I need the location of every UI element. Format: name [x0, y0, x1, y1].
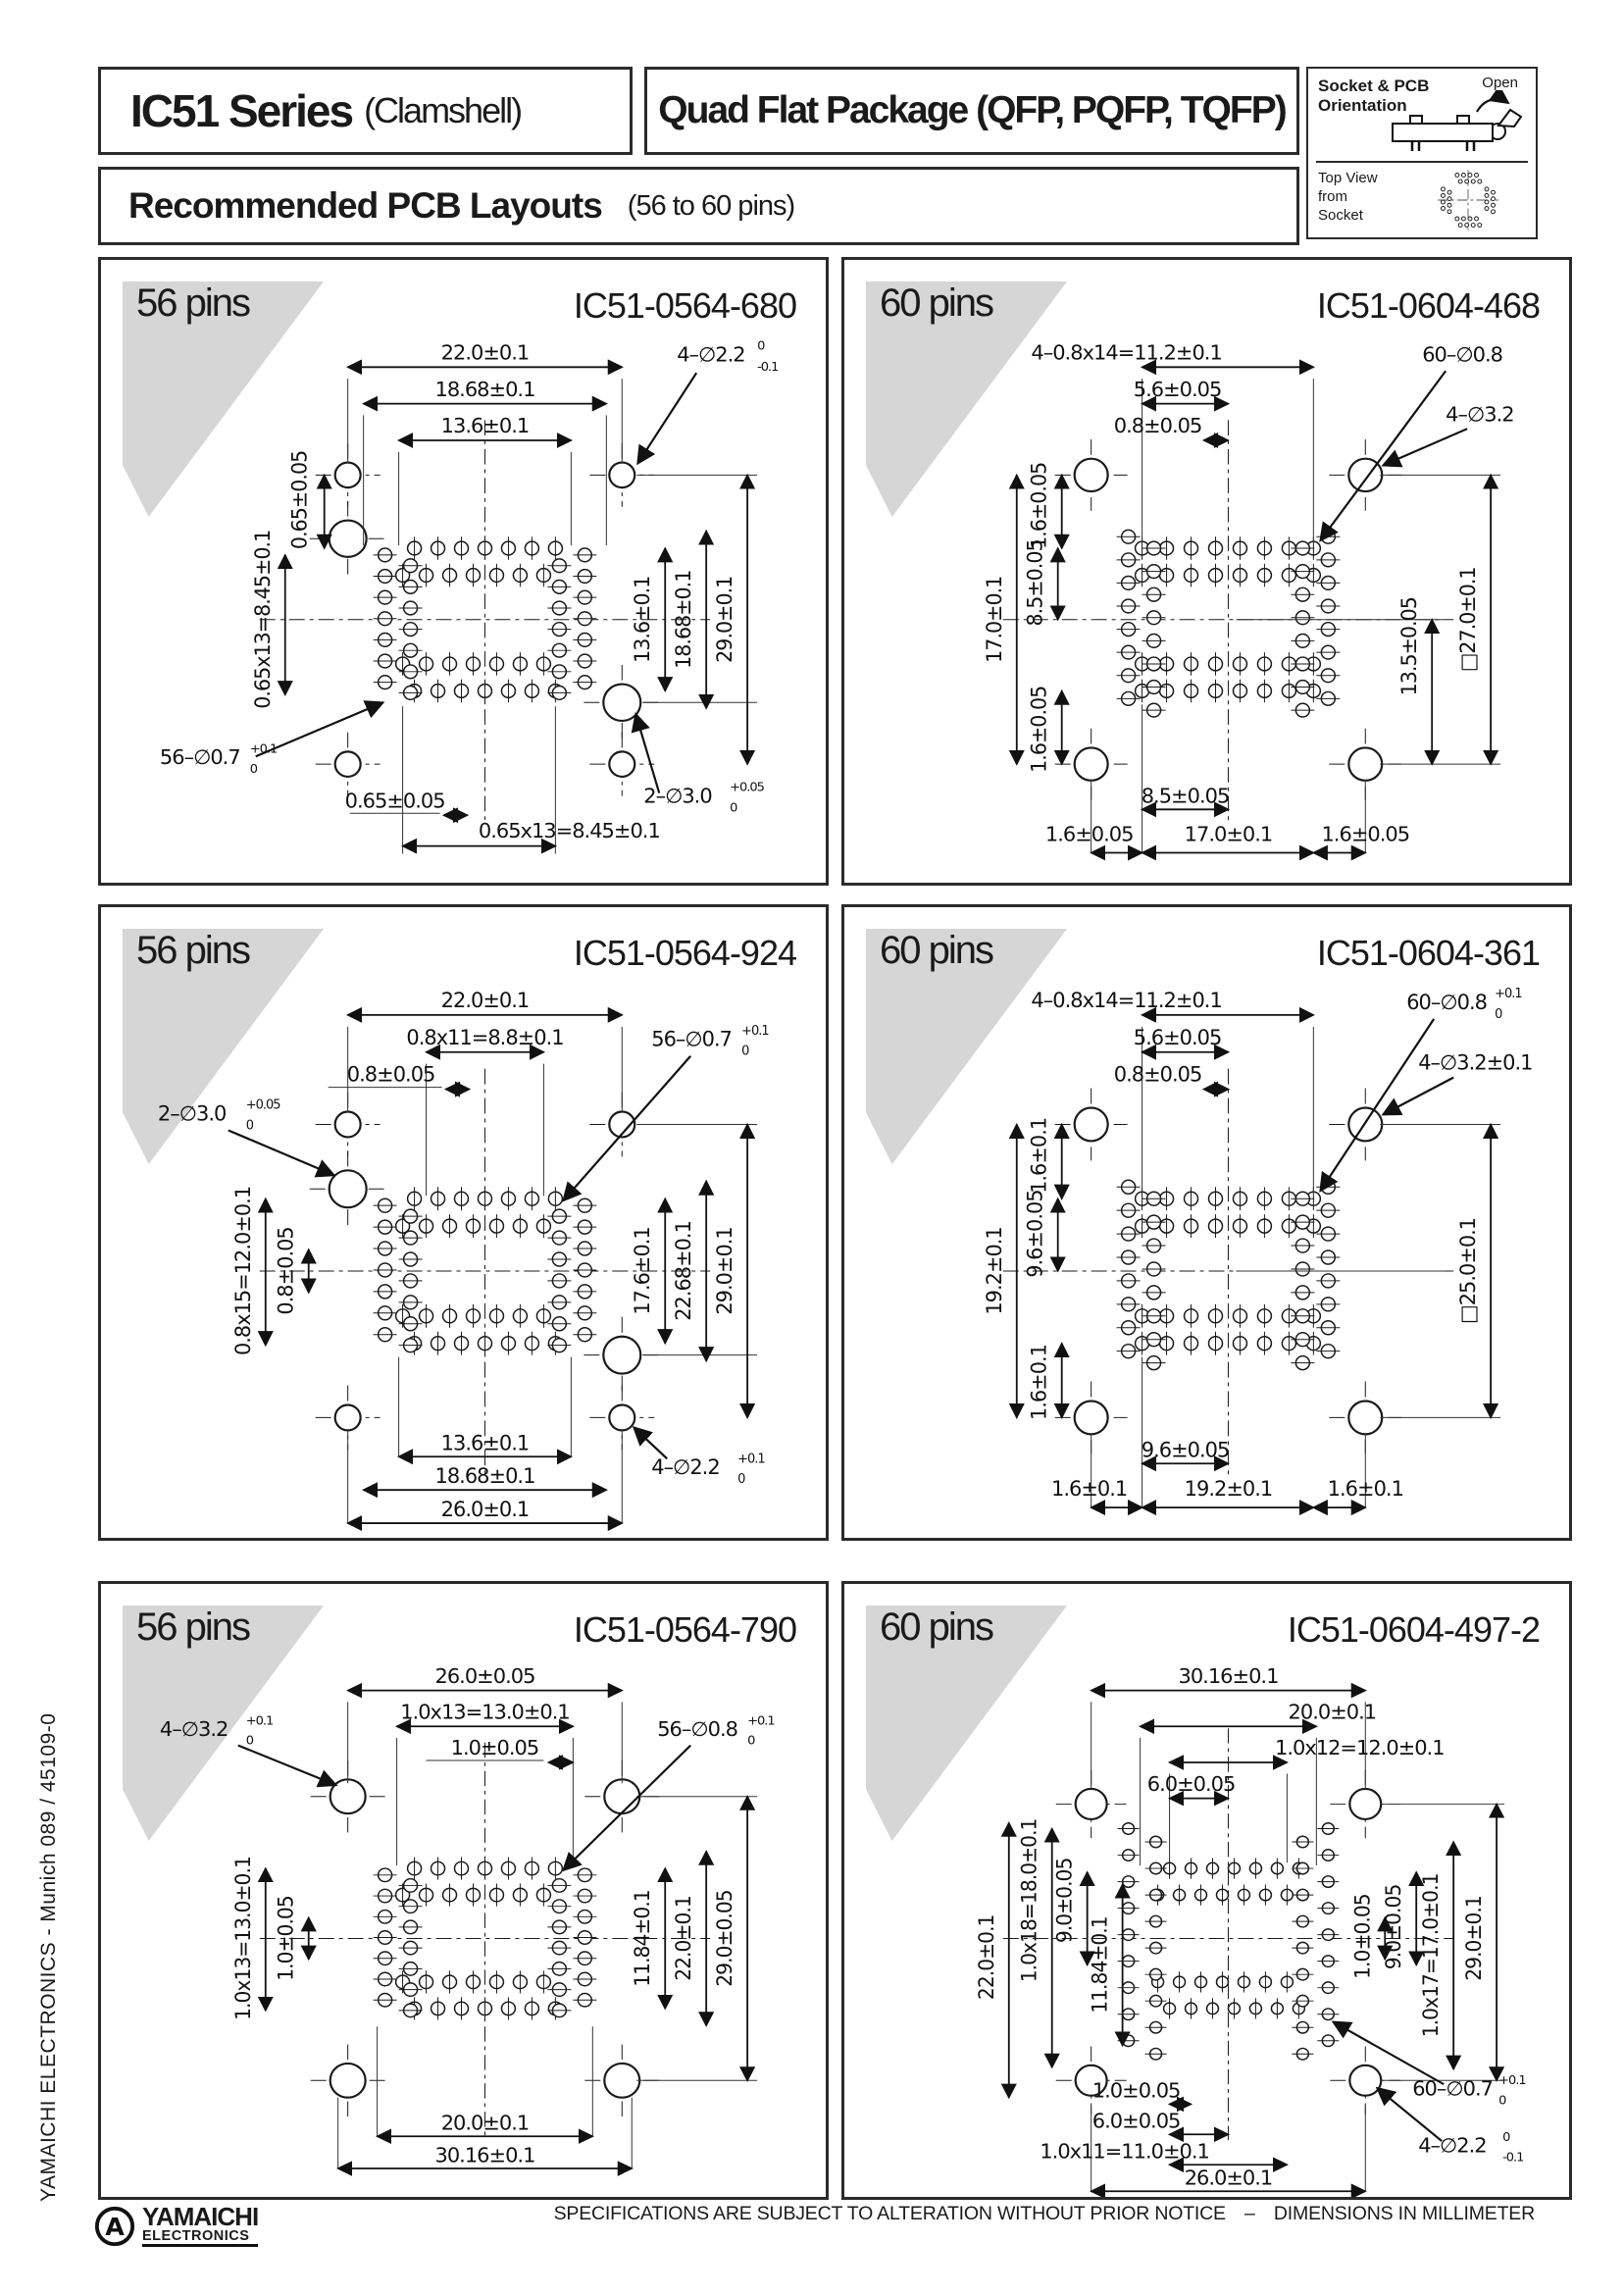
- dim-label: 0.65±0.05: [287, 450, 312, 550]
- orientation-title: Socket & PCB Orientation: [1318, 76, 1430, 115]
- panel-part-number: IC51-0564-924: [573, 933, 796, 973]
- dim-label: 4–∅3.2: [159, 1717, 228, 1741]
- dim-label: 9.6±0.05: [1141, 1438, 1230, 1462]
- dim-label: 1.6±0.1: [1027, 1345, 1051, 1421]
- svg-text:+0.1: +0.1: [741, 1023, 769, 1039]
- dim-label: □25.0±0.1: [1456, 1217, 1481, 1325]
- dim-label: 18.68±0.1: [434, 377, 535, 401]
- pcb-layout-drawing: [103, 1653, 828, 2197]
- panel-ic51-0604-497-2: [841, 1581, 1572, 2200]
- dim-label: 4–0.8x14=11.2±0.1: [1031, 340, 1222, 365]
- dim-label: 17.6±0.1: [631, 1227, 655, 1315]
- panel-ic51-0564-790: [98, 1581, 829, 2200]
- svg-text:+0.05: +0.05: [730, 780, 764, 795]
- svg-text:0: 0: [757, 338, 765, 354]
- dim-label: 0.8±0.05: [1113, 1062, 1202, 1087]
- dim-label: 1.6±0.05: [1027, 462, 1051, 549]
- dim-label: 4–0.8x14=11.2±0.1: [1031, 988, 1222, 1012]
- svg-text:+0.1: +0.1: [747, 1713, 775, 1729]
- dimension-labels: [160, 339, 778, 842]
- svg-text:0: 0: [249, 762, 258, 777]
- dim-label: 4–∅2.2: [651, 1455, 720, 1480]
- dim-label: 0.8x11=8.8±0.1: [406, 1025, 564, 1049]
- svg-text:0: 0: [747, 1733, 755, 1749]
- dim-label: 4–∅3.2±0.1: [1418, 1050, 1533, 1075]
- layouts-title: Recommended PCB Layouts: [128, 185, 602, 226]
- series-title: IC51 Series: [130, 85, 353, 136]
- dim-label: 5.6±0.05: [1133, 377, 1222, 401]
- dim-label: 9.0±0.05: [1052, 1858, 1077, 1944]
- svg-text:+0.1: +0.1: [1498, 2073, 1526, 2089]
- dim-label: 1.0x13=13.0±0.1: [230, 1857, 255, 2020]
- dim-label: 0.8±0.05: [274, 1227, 298, 1315]
- side-imprint: YAMAICHI ELECTRONICS - Munich 089 / 45109-0: [37, 1712, 60, 2202]
- dim-label: 2–∅3.0: [157, 1101, 227, 1126]
- dim-label: 26.0±0.05: [434, 1664, 535, 1688]
- dim-label: 0.8±0.05: [1113, 414, 1202, 438]
- clamshell-socket-icon: [1383, 90, 1530, 161]
- orientation-box: [1306, 67, 1538, 239]
- dim-label: 17.0±0.1: [1184, 822, 1273, 846]
- top-view-pin-pattern-icon: [1414, 165, 1522, 235]
- svg-text:+0.05: +0.05: [245, 1097, 280, 1113]
- dim-label: 22.0±0.1: [440, 340, 530, 365]
- pcb-layout-drawing: [846, 329, 1571, 883]
- svg-text:+0.1: +0.1: [1495, 986, 1522, 1001]
- dim-label: 60–∅0.7: [1412, 2077, 1493, 2101]
- dim-label: 1.6±0.05: [1044, 822, 1134, 846]
- svg-text:+0.1: +0.1: [249, 741, 278, 757]
- layouts-title-box: [98, 167, 1299, 245]
- panel-pins-label: 60 pins: [880, 281, 992, 325]
- panel-pins-label: 56 pins: [136, 1606, 249, 1649]
- package-title: Quad Flat Package (QFP, PQFP, TQFP): [658, 89, 1286, 131]
- dim-label: 1.0x12=12.0±0.1: [1275, 1736, 1445, 1760]
- dim-label: 1.0±0.05: [1091, 2078, 1181, 2103]
- dim-label: □27.0±0.1: [1455, 567, 1481, 673]
- dim-label: 1.0x18=18.0±0.1: [1017, 1818, 1041, 1983]
- dim-label: 13.6±0.1: [440, 1431, 530, 1455]
- svg-text:0: 0: [245, 1118, 254, 1134]
- panel-part-number: IC51-0564-680: [573, 285, 796, 326]
- dim-label: 26.0±0.1: [440, 1498, 530, 1522]
- dim-label: 8.5±0.05: [1023, 539, 1047, 627]
- dim-label: 0.65x13=8.45±0.1: [250, 530, 275, 709]
- dim-label: 4–∅2.2: [677, 342, 745, 367]
- series-title-box: [98, 67, 633, 155]
- dim-label: 11.84±0.1: [1088, 1916, 1112, 2014]
- panel-pins-label: 56 pins: [136, 281, 249, 325]
- dimension-labels: [160, 1664, 775, 2167]
- svg-text:0: 0: [737, 1472, 745, 1488]
- dim-label: 22.0±0.1: [440, 988, 530, 1012]
- panel-part-number: IC51-0604-361: [1316, 933, 1540, 973]
- dim-label: 0.65±0.05: [344, 789, 445, 813]
- dim-label: 5.6±0.05: [1133, 1025, 1222, 1049]
- dimension-labels: [974, 1664, 1525, 2189]
- dim-label: 29.0±0.1: [1461, 1896, 1487, 1981]
- svg-text:0: 0: [1498, 2093, 1506, 2109]
- package-title-box: [644, 67, 1299, 155]
- panel-ic51-0604-361: [841, 904, 1572, 1541]
- dimension-labels: [983, 341, 1514, 846]
- svg-text:0: 0: [245, 1733, 254, 1749]
- dim-label: 1.6±0.05: [1027, 686, 1051, 773]
- dimension-labels: [983, 987, 1533, 1501]
- dim-label: 30.16±0.1: [1178, 1664, 1279, 1688]
- dim-label: 0.8±0.05: [346, 1062, 435, 1087]
- pcb-layout-drawing: [103, 329, 828, 883]
- logo-wordmark: YAMAICHI: [142, 2202, 259, 2231]
- panel-part-number: IC51-0604-497-2: [1287, 1609, 1540, 1650]
- dim-label: 1.0±0.05: [450, 1736, 539, 1760]
- dim-label: 22.68±0.1: [672, 1221, 696, 1321]
- dim-label: 26.0±0.1: [1184, 2166, 1273, 2190]
- dim-label: 9.0±0.05: [1381, 1884, 1406, 1970]
- dim-label: 56–∅0.7: [651, 1027, 733, 1051]
- dim-label: 22.0±0.1: [671, 1896, 696, 1981]
- svg-text:A: A: [105, 2212, 125, 2241]
- top-view-label: Top View from Socket: [1318, 170, 1378, 224]
- dim-label: 4–∅3.2: [1446, 402, 1514, 427]
- dim-label: 18.68±0.1: [434, 1464, 535, 1489]
- dim-label: 1.0x13=13.0±0.1: [400, 1700, 570, 1724]
- panel-pins-label: 60 pins: [880, 1606, 992, 1649]
- series-subtitle: (Clamshell): [364, 90, 522, 130]
- dim-label: 18.68±0.1: [672, 570, 696, 669]
- divider: [1316, 161, 1528, 163]
- dim-label: 1.6±0.1: [1051, 1477, 1128, 1502]
- dim-label: 60–∅0.8: [1422, 342, 1502, 367]
- yamaichi-logo-icon: [93, 2205, 136, 2248]
- panel-pins-label: 56 pins: [136, 929, 249, 972]
- pcb-layout-drawing: [103, 976, 828, 1538]
- dim-label: 1.6±0.05: [1321, 822, 1410, 846]
- panel-ic51-0564-924: [98, 904, 829, 1541]
- dim-label: 30.16±0.1: [434, 2143, 535, 2167]
- dim-label: 29.0±0.05: [712, 1890, 737, 1987]
- svg-text:+0.1: +0.1: [245, 1713, 274, 1729]
- dim-label: 19.2±0.1: [982, 1227, 1006, 1315]
- dim-label: 13.6±0.1: [440, 414, 530, 438]
- logo-wordmark-sub: ELECTRONICS: [142, 2228, 258, 2247]
- svg-text:+0.1: +0.1: [737, 1452, 765, 1467]
- svg-text:0: 0: [730, 800, 737, 816]
- dim-label: 1.0±0.05: [1349, 1894, 1375, 1979]
- dim-label: 19.2±0.1: [1184, 1477, 1273, 1502]
- pcb-layout-drawing: [846, 1653, 1571, 2197]
- svg-text:-0.1: -0.1: [757, 360, 779, 376]
- panel-part-number: IC51-0564-790: [573, 1609, 796, 1650]
- dim-label: 0.65x13=8.45±0.1: [478, 818, 660, 842]
- dim-label: 56–∅0.8: [657, 1717, 737, 1741]
- panel-ic51-0564-680: [98, 257, 829, 886]
- dim-label: 4–∅2.2: [1418, 2133, 1487, 2158]
- dim-label: 17.0±0.1: [982, 576, 1006, 663]
- svg-text:0: 0: [1495, 1006, 1502, 1022]
- dim-label: 1.6±0.1: [1327, 1477, 1403, 1502]
- dim-label: 13.6±0.1: [631, 576, 655, 663]
- svg-text:0: 0: [1502, 2130, 1510, 2145]
- panel-part-number: IC51-0604-468: [1316, 285, 1540, 326]
- dim-label: 9.6±0.05: [1023, 1190, 1047, 1278]
- dim-label: 60–∅0.8: [1406, 990, 1487, 1014]
- dim-label: 11.84±0.1: [630, 1890, 655, 1987]
- dimension-labels: [158, 989, 769, 1521]
- dim-label: 1.0±0.05: [274, 1896, 298, 1981]
- panel-pins-label: 60 pins: [880, 929, 992, 972]
- dim-label: 22.0±0.1: [974, 1914, 998, 2001]
- dim-label: 1.6±0.1: [1027, 1117, 1051, 1194]
- pcb-layout-drawing: [846, 976, 1571, 1538]
- open-label: Open: [1482, 75, 1518, 91]
- panel-ic51-0604-468: [841, 257, 1572, 886]
- dim-label: 29.0±0.1: [712, 576, 737, 663]
- dim-label: 13.5±0.05: [1397, 597, 1422, 696]
- dim-label: 8.5±0.05: [1141, 784, 1230, 808]
- dim-label: 2–∅3.0: [643, 784, 712, 808]
- layouts-subtitle: (56 to 60 pins): [627, 189, 795, 222]
- yamaichi-logo: [93, 2202, 259, 2248]
- dim-label: 1.0x17=17.0±0.1: [1418, 1873, 1444, 2038]
- svg-text:0: 0: [741, 1044, 749, 1059]
- svg-text:-0.1: -0.1: [1502, 2150, 1524, 2166]
- dim-label: 29.0±0.1: [713, 1227, 737, 1315]
- dim-label: 1.0x11=11.0±0.1: [1040, 2139, 1209, 2164]
- dim-label: 56–∅0.7: [159, 745, 240, 770]
- dim-label: 6.0±0.05: [1091, 2109, 1181, 2133]
- dim-label: 6.0±0.05: [1146, 1772, 1236, 1796]
- dim-label: 0.8x15=12.0±0.1: [230, 1186, 255, 1356]
- footer-note: SPECIFICATIONS ARE SUBJECT TO ALTERATION WITHOUT PRIOR NOTICE – DIMENSIONS IN MILLIMETER: [553, 2203, 1535, 2224]
- dim-label: 20.0±0.1: [440, 2111, 530, 2135]
- dim-label: 20.0±0.1: [1288, 1700, 1377, 1724]
